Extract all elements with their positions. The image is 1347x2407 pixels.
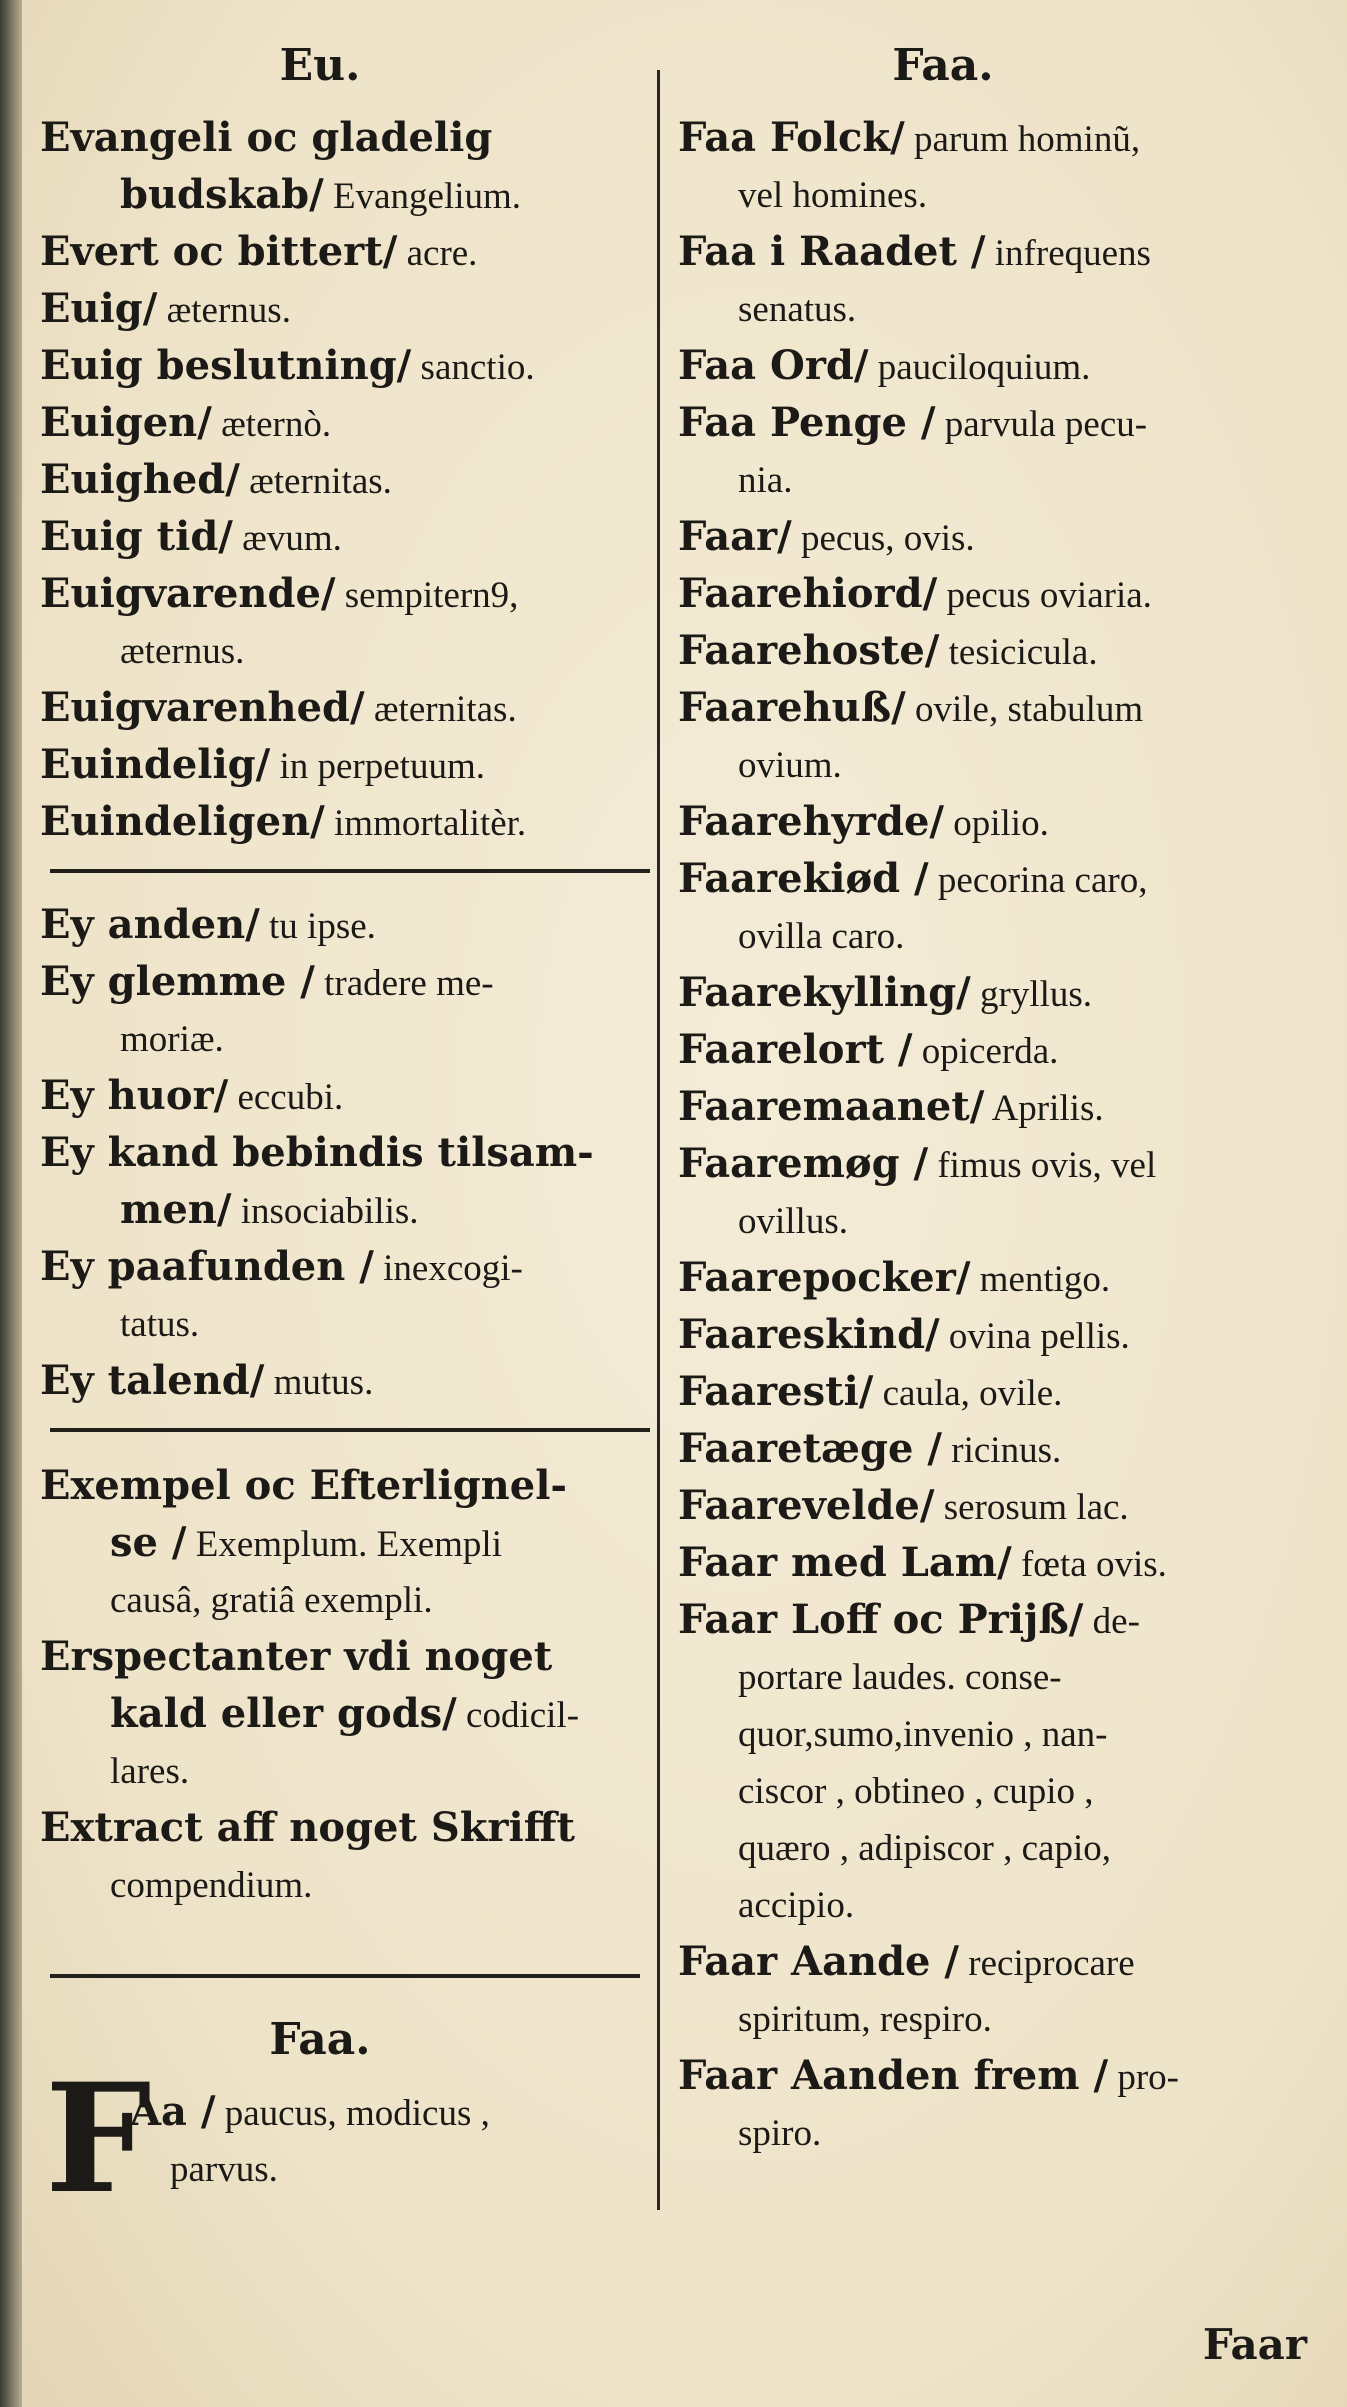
latin-gloss: ovium. bbox=[738, 745, 842, 786]
dictionary-line bbox=[120, 1296, 199, 1353]
dictionary-line bbox=[678, 1307, 1130, 1365]
danish-headword: Ey kand bebindis tilsam- bbox=[40, 1129, 594, 1176]
danish-headword: Faar med Lam/ bbox=[678, 1539, 1012, 1586]
latin-gloss: Aprilis. bbox=[984, 1088, 1104, 1129]
danish-headword: Faarekiød / bbox=[678, 855, 929, 902]
dictionary-line bbox=[40, 452, 392, 510]
latin-gloss: parvula pecu- bbox=[935, 404, 1148, 445]
dictionary-line bbox=[678, 794, 1049, 852]
dictionary-line bbox=[678, 110, 1140, 168]
danish-headword: Ey glemme / bbox=[40, 958, 315, 1005]
danish-headword: Exempel oc Efterlignel- bbox=[40, 1462, 567, 1509]
dictionary-line bbox=[678, 1364, 1062, 1422]
danish-headword: Faareskind/ bbox=[678, 1311, 940, 1358]
latin-gloss: compendium. bbox=[110, 1865, 313, 1906]
book-gutter bbox=[0, 0, 22, 2407]
dictionary-line bbox=[678, 851, 1147, 909]
danish-headword: Faarepocker/ bbox=[678, 1254, 971, 1301]
dictionary-line bbox=[738, 1193, 848, 1250]
dictionary-line bbox=[40, 897, 376, 955]
dictionary-line bbox=[678, 224, 1151, 282]
latin-gloss: reciprocare bbox=[959, 1943, 1135, 1984]
latin-gloss: spiro. bbox=[738, 2113, 822, 2154]
dictionary-line bbox=[738, 1706, 1108, 1763]
latin-gloss: caula, ovile. bbox=[873, 1373, 1063, 1414]
latin-gloss: in perpetuum. bbox=[270, 746, 485, 787]
latin-gloss: fœta ovis. bbox=[1011, 1544, 1167, 1585]
dictionary-line bbox=[120, 167, 521, 225]
danish-headword: Extract aff noget Skrifft bbox=[40, 1804, 575, 1851]
danish-headword: Euindeligen/ bbox=[40, 798, 325, 845]
latin-gloss: quæro , adipiscor , capio, bbox=[738, 1828, 1111, 1869]
latin-gloss: infrequens bbox=[985, 233, 1151, 274]
latin-gloss: æternò. bbox=[211, 404, 332, 445]
latin-gloss: pecus, ovis. bbox=[791, 518, 975, 559]
danish-headword: Faarelort / bbox=[678, 1026, 913, 1073]
danish-headword: Faarevelde/ bbox=[678, 1482, 935, 1529]
danish-headword: Euigvarende/ bbox=[40, 570, 336, 617]
dictionary-line bbox=[130, 2084, 490, 2142]
dictionary-line bbox=[40, 110, 492, 167]
latin-gloss: tesicicula. bbox=[939, 632, 1098, 673]
latin-gloss: sanctio. bbox=[411, 347, 535, 388]
dictionary-line bbox=[40, 1125, 594, 1182]
latin-gloss: parum hominũ, bbox=[904, 119, 1141, 160]
latin-gloss: moriæ. bbox=[120, 1019, 224, 1060]
danish-headword: Euig/ bbox=[40, 285, 158, 332]
dictionary-line bbox=[120, 1011, 224, 1068]
latin-gloss: æternus. bbox=[157, 290, 291, 331]
latin-gloss: gryllus. bbox=[970, 974, 1093, 1015]
danish-headword: Euig tid/ bbox=[40, 513, 233, 560]
latin-gloss: ovillus. bbox=[738, 1201, 848, 1242]
dictionary-line bbox=[40, 680, 517, 738]
danish-headword: Faaremøg / bbox=[678, 1140, 929, 1187]
danish-headword: Faa i Raadet / bbox=[678, 228, 986, 275]
latin-gloss: pro- bbox=[1108, 2057, 1180, 2098]
dictionary-line bbox=[40, 1629, 552, 1686]
dictionary-line bbox=[40, 338, 535, 396]
latin-gloss: æternitas. bbox=[239, 461, 392, 502]
column-header: Faa. bbox=[892, 40, 994, 91]
danish-headword: Euigvarenhed/ bbox=[40, 684, 365, 731]
latin-gloss: quor,sumo,invenio , nan- bbox=[738, 1714, 1108, 1755]
dictionary-line bbox=[738, 1649, 1062, 1706]
dictionary-line bbox=[738, 737, 842, 794]
danish-headword: Faarehiord/ bbox=[678, 570, 938, 617]
latin-gloss: Exemplum. Exempli bbox=[186, 1524, 502, 1565]
drop-cap: F bbox=[45, 2051, 152, 2227]
latin-gloss: lares. bbox=[110, 1751, 190, 1792]
latin-gloss: causâ, gratiâ exempli. bbox=[110, 1580, 433, 1621]
danish-headword: se / bbox=[110, 1519, 187, 1566]
dictionary-line bbox=[678, 509, 975, 567]
latin-gloss: Evangelium. bbox=[323, 176, 522, 217]
dictionary-line bbox=[40, 224, 477, 282]
dictionary-line bbox=[738, 281, 856, 338]
dictionary-line bbox=[110, 1743, 189, 1800]
latin-gloss: nia. bbox=[738, 460, 793, 501]
dictionary-line bbox=[678, 566, 1152, 624]
column-header: Eu. bbox=[279, 40, 361, 91]
section-rule bbox=[50, 869, 650, 873]
dictionary-line bbox=[738, 1877, 854, 1934]
dictionary-line bbox=[678, 1079, 1104, 1137]
danish-headword: Ey talend/ bbox=[40, 1357, 265, 1404]
dictionary-line bbox=[40, 1068, 343, 1126]
dictionary-line bbox=[40, 1239, 523, 1297]
dictionary-line bbox=[40, 954, 494, 1012]
latin-gloss: ævum. bbox=[232, 518, 342, 559]
latin-gloss: portare laudes. conse- bbox=[738, 1657, 1062, 1698]
latin-gloss: mutus. bbox=[264, 1362, 374, 1403]
dictionary-line bbox=[40, 395, 331, 453]
danish-headword: Erspectanter vdi noget bbox=[40, 1633, 553, 1680]
danish-headword: Faar Aande / bbox=[678, 1938, 960, 1985]
dictionary-line bbox=[678, 1421, 1061, 1479]
danish-headword: Faaremaanet/ bbox=[678, 1083, 985, 1130]
dictionary-line bbox=[40, 1458, 567, 1515]
dictionary-line bbox=[678, 338, 1090, 396]
danish-headword: Euig beslutning/ bbox=[40, 342, 412, 389]
latin-gloss: æternus. bbox=[120, 631, 245, 672]
latin-gloss: eccubi. bbox=[228, 1077, 344, 1118]
latin-gloss: parvus. bbox=[170, 2149, 278, 2190]
dictionary-line bbox=[40, 794, 526, 852]
danish-headword: men/ bbox=[120, 1186, 232, 1233]
danish-headword: kald eller gods/ bbox=[110, 1690, 457, 1737]
latin-gloss: ricinus. bbox=[942, 1430, 1062, 1471]
dictionary-line bbox=[678, 1136, 1156, 1194]
latin-gloss: pecus oviaria. bbox=[937, 575, 1152, 616]
latin-gloss: inexcogi- bbox=[373, 1248, 523, 1289]
latin-gloss: pecorina caro, bbox=[928, 860, 1148, 901]
danish-headword: Faar/ bbox=[678, 513, 792, 560]
column-divider bbox=[657, 70, 660, 2210]
danish-headword: Evangeli oc gladelig bbox=[40, 114, 493, 161]
catchword: Faar bbox=[1202, 2320, 1307, 2369]
latin-gloss: acre. bbox=[397, 233, 478, 274]
dictionary-line bbox=[678, 1250, 1110, 1308]
danish-headword: Ey anden/ bbox=[40, 901, 260, 948]
danish-headword: Faar Loff oc Prijß/ bbox=[678, 1596, 1084, 1643]
latin-gloss: mentigo. bbox=[970, 1259, 1111, 1300]
dictionary-line bbox=[678, 965, 1092, 1023]
danish-headword: Faarekylling/ bbox=[678, 969, 971, 1016]
latin-gloss: fimus ovis, vel bbox=[928, 1145, 1157, 1186]
dictionary-line bbox=[120, 1182, 419, 1240]
latin-gloss: insociabilis. bbox=[231, 1191, 419, 1232]
danish-headword: Ey huor/ bbox=[40, 1072, 229, 1119]
latin-gloss: pauciloquium. bbox=[868, 347, 1091, 388]
latin-gloss: sempitern9, bbox=[335, 575, 519, 616]
latin-gloss: serosum lac. bbox=[934, 1487, 1129, 1528]
dictionary-line bbox=[120, 623, 244, 680]
section-rule bbox=[50, 1974, 640, 1978]
danish-headword: Faaresti/ bbox=[678, 1368, 874, 1415]
dictionary-line bbox=[678, 623, 1098, 681]
latin-gloss: ovilla caro. bbox=[738, 916, 905, 957]
latin-gloss: tatus. bbox=[120, 1304, 200, 1345]
danish-headword: Euigen/ bbox=[40, 399, 212, 446]
dictionary-line bbox=[110, 1515, 502, 1573]
danish-headword: budskab/ bbox=[120, 171, 324, 218]
dictionary-line bbox=[678, 1478, 1129, 1536]
danish-headword: Faar Aanden frem / bbox=[678, 2052, 1109, 2099]
danish-headword: Faarehyrde/ bbox=[678, 798, 944, 845]
latin-gloss: ovina pellis. bbox=[939, 1316, 1130, 1357]
dictionary-line bbox=[110, 1572, 433, 1629]
dictionary-line bbox=[40, 1800, 575, 1857]
dictionary-line bbox=[738, 1763, 1094, 1820]
dictionary-line bbox=[738, 908, 904, 965]
latin-gloss: tu ipse. bbox=[259, 906, 376, 947]
dictionary-line bbox=[40, 737, 485, 795]
latin-gloss: spiritum, respiro. bbox=[738, 1999, 992, 2040]
latin-gloss: æternitas. bbox=[364, 689, 517, 730]
dictionary-line bbox=[40, 566, 518, 624]
dictionary-line bbox=[678, 395, 1147, 453]
latin-gloss: de- bbox=[1083, 1601, 1140, 1642]
latin-gloss: senatus. bbox=[738, 289, 857, 330]
dictionary-line bbox=[40, 281, 291, 339]
dictionary-line bbox=[738, 167, 927, 224]
dictionary-line bbox=[678, 1022, 1058, 1080]
danish-headword: Euighed/ bbox=[40, 456, 240, 503]
latin-gloss: immortalitèr. bbox=[324, 803, 527, 844]
danish-headword: Euindelig/ bbox=[40, 741, 271, 788]
dictionary-line bbox=[738, 452, 792, 509]
latin-gloss: opicerda. bbox=[912, 1031, 1059, 1072]
latin-gloss: ciscor , obtineo , cupio , bbox=[738, 1771, 1094, 1812]
danish-headword: Aa / bbox=[130, 2088, 216, 2135]
danish-headword: Evert oc bittert/ bbox=[40, 228, 398, 275]
danish-headword: Faa Folck/ bbox=[678, 114, 905, 161]
latin-gloss: codicil- bbox=[456, 1695, 580, 1736]
danish-headword: Faarehoste/ bbox=[678, 627, 940, 674]
dictionary-line bbox=[678, 2048, 1179, 2106]
dictionary-line bbox=[170, 2141, 278, 2198]
danish-headword: Faa Ord/ bbox=[678, 342, 869, 389]
dictionary-line bbox=[110, 1686, 579, 1744]
danish-headword: Faarehuß/ bbox=[678, 684, 906, 731]
dictionary-line bbox=[40, 1353, 373, 1411]
dictionary-line bbox=[678, 1592, 1140, 1650]
danish-headword: Faa Penge / bbox=[678, 399, 936, 446]
latin-gloss: vel homines. bbox=[738, 175, 928, 216]
latin-gloss: tradere me- bbox=[314, 963, 494, 1004]
dictionary-line bbox=[678, 1535, 1167, 1593]
dictionary-line bbox=[678, 680, 1143, 738]
danish-headword: Faaretæge / bbox=[678, 1425, 943, 1472]
dictionary-line bbox=[738, 2105, 821, 2162]
dictionary-line bbox=[40, 509, 342, 567]
dictionary-line bbox=[678, 1934, 1135, 1992]
latin-gloss: opilio. bbox=[944, 803, 1049, 844]
danish-headword: Ey paafunden / bbox=[40, 1243, 374, 1290]
column-header: Faa. bbox=[269, 2014, 371, 2065]
dictionary-line bbox=[738, 1991, 992, 2048]
section-rule bbox=[50, 1428, 650, 1432]
dictionary-line bbox=[110, 1857, 312, 1914]
latin-gloss: accipio. bbox=[738, 1885, 855, 1926]
dictionary-line bbox=[738, 1820, 1111, 1877]
latin-gloss: paucus, modicus , bbox=[215, 2093, 490, 2134]
latin-gloss: ovile, stabulum bbox=[905, 689, 1144, 730]
